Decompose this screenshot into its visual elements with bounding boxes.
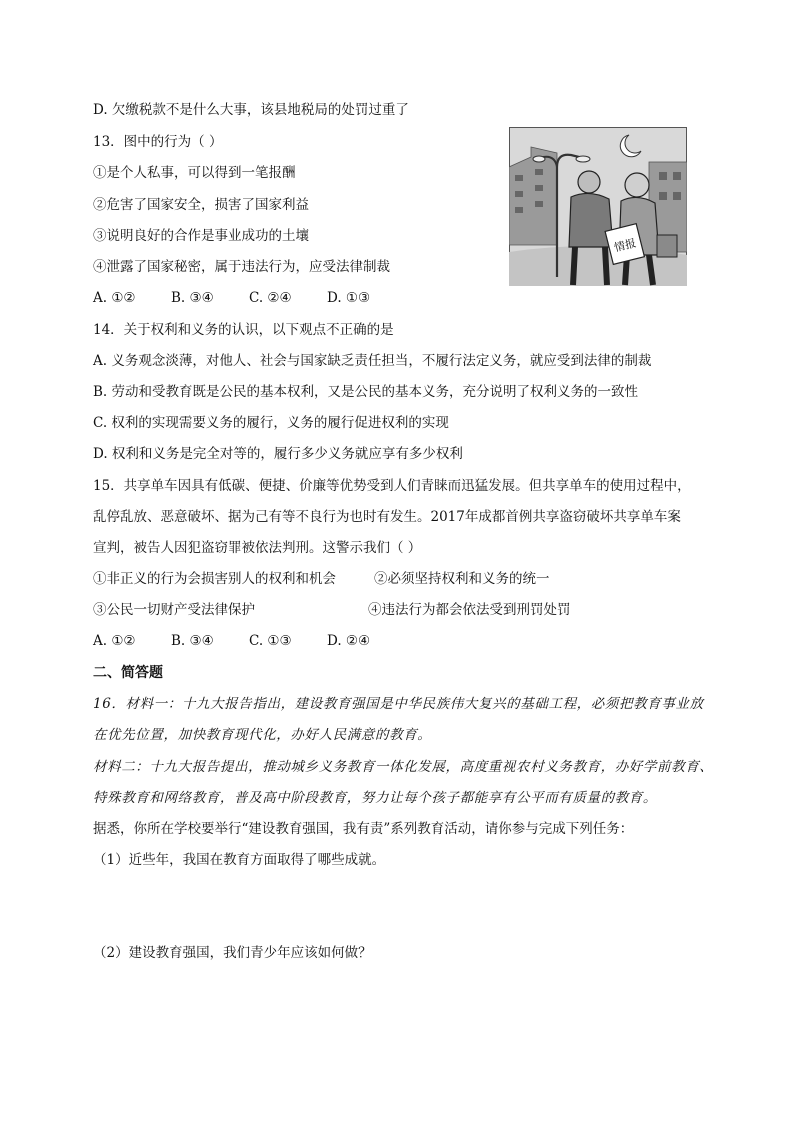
q13-item-1: ①是个人私事，可以得到一笔报酬 bbox=[93, 165, 296, 181]
q15-item-3: ③公民一切财产受法律保护 bbox=[93, 602, 255, 618]
q13-options bbox=[93, 289, 370, 307]
q13-option-a: A. ①② bbox=[93, 290, 136, 306]
q16-sub-question-2: （2）建设教育强国，我们青少年应该如何做？ bbox=[93, 945, 372, 961]
q16-intro: 据悉，你所在学校要举行“建设教育强国，我有责”系列教育活动，请你参与完成下列任务： bbox=[93, 821, 634, 837]
q13-stem: 13．图中的行为（ ） bbox=[93, 134, 223, 150]
q15-items-row-2 bbox=[93, 601, 571, 619]
q15-option-d: D. ②④ bbox=[327, 633, 371, 649]
q14-option-c: C. 权利的实现需要义务的履行，义务的履行促进权利的实现 bbox=[93, 415, 449, 431]
q14-stem: 14．关于权利和义务的认识，以下观点不正确的是 bbox=[93, 322, 394, 338]
q16-material-1-line-2: 在优先位置，加快教育现代化，办好人民满意的教育。 bbox=[93, 727, 432, 743]
q13-illustration bbox=[509, 127, 687, 286]
q16-material-1-line-1: 16．材料一：十九大报告指出，建设教育强国是中华民族伟大复兴的基础工程，必须把教育事业放 bbox=[93, 696, 704, 712]
q15-stem-line-3: 宣判，被告人因犯盗窃罪被依法判刑。这警示我们（ ） bbox=[93, 540, 422, 556]
q16-material-2-line-1: 材料二：十九大报告提出，推动城乡义务教育一体化发展，高度重视农村义务教育，办好学前教育、 bbox=[93, 759, 714, 775]
q14-option-a: A. 义务观念淡薄，对他人、社会与国家缺乏责任担当，不履行法定义务，就应受到法律的制裁 bbox=[93, 353, 652, 369]
q15-stem-line-1: 15．共享单车因具有低碳、便捷、价廉等优势受到人们青睐而迅猛发展。但共享单车的使用过程中， bbox=[93, 478, 691, 494]
q13-item-2: ②危害了国家安全，损害了国家利益 bbox=[93, 197, 309, 213]
q15-options bbox=[93, 632, 370, 650]
sign-text: 情报 bbox=[612, 236, 638, 255]
q13-item-4: ④泄露了国家秘密，属于违法行为，应受法律制裁 bbox=[93, 259, 390, 275]
q13-option-c: C. ②④ bbox=[249, 290, 292, 306]
q15-items-row-1 bbox=[93, 570, 550, 588]
q15-item-1: ①非正义的行为会损害别人的权利和机会 bbox=[93, 571, 336, 587]
q16-material-2-line-2: 特殊教育和网络教育，普及高中阶段教育，努力让每个孩子都能享有公平而有质量的教育。 bbox=[93, 790, 657, 806]
q15-item-2: ②必须坚持权利和义务的统一 bbox=[374, 571, 550, 587]
q13-option-d: D. ①③ bbox=[327, 290, 371, 306]
q15-option-b: B. ③④ bbox=[171, 633, 214, 649]
q15-item-4: ④违法行为都会依法受到刑罚处罚 bbox=[368, 602, 571, 618]
q15-option-c: C. ①③ bbox=[249, 633, 292, 649]
q12-option-d: D. 欠缴税款不是什么大事，该县地税局的处罚过重了 bbox=[93, 102, 409, 118]
q13-item-3: ③说明良好的合作是事业成功的土壤 bbox=[93, 228, 309, 244]
q16-sub-question-1: （1）近些年，我国在教育方面取得了哪些成就。 bbox=[93, 852, 386, 868]
q13-option-b: B. ③④ bbox=[171, 290, 214, 306]
q14-option-d: D. 权利和义务是完全对等的，履行多少义务就应享有多少权利 bbox=[93, 446, 463, 462]
q15-stem-line-2: 乱停乱放、恶意破坏、据为己有等不良行为也时有发生。2017年成都首例共享盗窃破坏共享单车案 bbox=[93, 509, 681, 525]
section-2-title: 二、简答题 bbox=[93, 665, 163, 681]
q14-option-b: B. 劳动和受教育既是公民的基本权利，又是公民的基本义务，充分说明了权利义务的一致性 bbox=[93, 384, 639, 400]
q15-option-a: A. ①② bbox=[93, 633, 136, 649]
